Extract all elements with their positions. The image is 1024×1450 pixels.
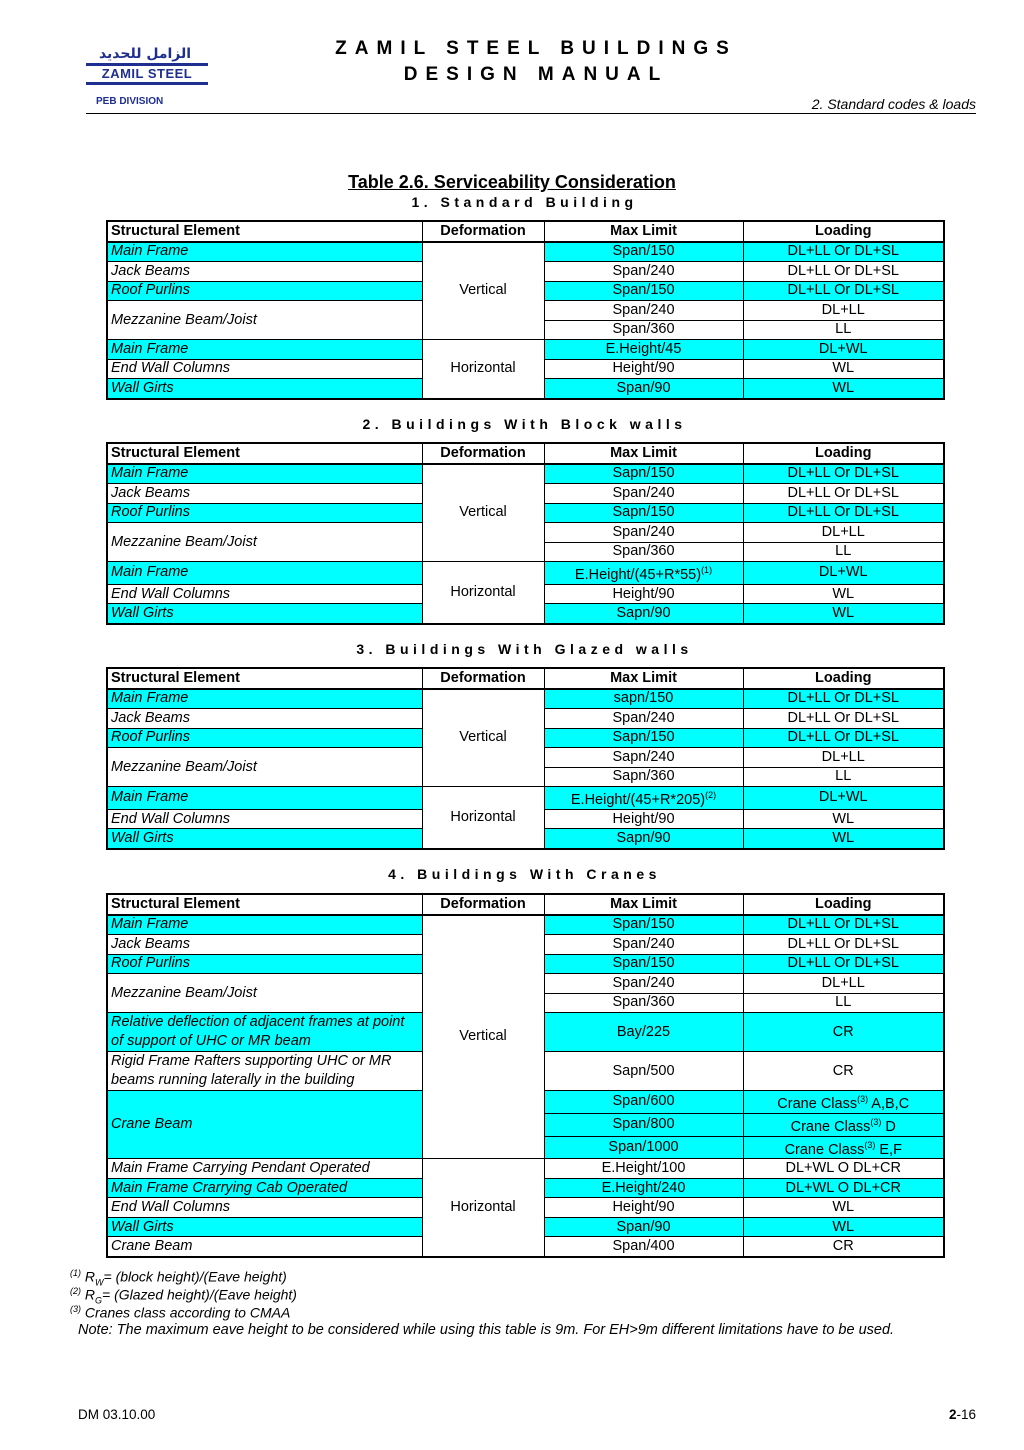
loading-cell: DL+LL Or DL+SL — [743, 954, 944, 974]
footnote-ref: (3) — [870, 1116, 882, 1127]
element-cell: Main Frame — [107, 915, 422, 935]
column-header: Max Limit — [544, 668, 743, 689]
limit-cell: Height/90 — [544, 809, 743, 829]
loading-cell: DL+LL — [743, 974, 944, 994]
element-cell: End Wall Columns — [107, 1198, 422, 1218]
element-cell: Wall Girts — [107, 379, 422, 399]
header-divider — [86, 113, 976, 114]
limit-cell: Sapn/150 — [544, 503, 743, 523]
element-cell: Main Frame — [107, 242, 422, 262]
element-cell: Roof Purlins — [107, 281, 422, 301]
footnote-mark: (3) — [70, 1304, 81, 1314]
element-cell: End Wall Columns — [107, 359, 422, 379]
loading-cell: DL+LL Or DL+SL — [743, 484, 944, 504]
deformation-cell: Vertical — [422, 915, 544, 1159]
limit-text: E.Height/(45+R*55) — [574, 566, 702, 583]
column-header: Structural Element — [107, 894, 422, 915]
section-heading: 4. Buildings With Cranes — [388, 866, 661, 882]
limit-cell: E.Height/45 — [544, 340, 743, 360]
element-cell: Wall Girts — [107, 604, 422, 624]
limit-cell: Bay/225 — [544, 1013, 743, 1052]
limit-cell: Span/90 — [544, 1217, 743, 1237]
loading-cell: DL+WL — [743, 787, 944, 810]
limit-cell: Span/240 — [544, 974, 743, 994]
loading-class: E,F — [875, 1141, 902, 1158]
element-cell: Mezzanine Beam/Joist — [107, 301, 422, 340]
page-index: -16 — [956, 1407, 976, 1422]
element-cell: Main Frame — [107, 562, 422, 585]
table-header-row — [107, 668, 944, 689]
table-header-row — [107, 221, 944, 242]
loading-cell: WL — [743, 1217, 944, 1237]
column-header: Structural Element — [107, 221, 422, 242]
element-cell: Wall Girts — [107, 1217, 422, 1237]
document-subtitle: DESIGN MANUAL — [403, 64, 669, 85]
footnote-subscript: W — [95, 1277, 104, 1288]
limit-cell: Span/600 — [544, 1091, 743, 1114]
footnote-ref: (3) — [864, 1139, 876, 1150]
table-row — [107, 1159, 944, 1179]
footnote-2 — [70, 1286, 297, 1305]
loading-cell: WL — [743, 379, 944, 399]
limit-cell: Span/240 — [544, 262, 743, 282]
element-cell: Jack Beams — [107, 935, 422, 955]
column-header: Loading — [743, 443, 944, 464]
loading-cell: DL+LL — [743, 523, 944, 543]
limit-cell: Span/150 — [544, 915, 743, 935]
limit-cell: Sapn/150 — [544, 464, 743, 484]
element-cell: End Wall Columns — [107, 584, 422, 604]
limit-cell: Sapn/90 — [544, 829, 743, 849]
table-header-row — [107, 894, 944, 915]
limit-cell: Span/400 — [544, 1237, 743, 1257]
element-cell: Crane Beam — [107, 1237, 422, 1257]
table-title: Table 2.6. Serviceability Consideration — [348, 172, 676, 192]
element-cell: Main Frame — [107, 787, 422, 810]
footnote-3 — [70, 1304, 290, 1321]
element-cell: Jack Beams — [107, 262, 422, 282]
element-cell: Crane Beam — [107, 1091, 422, 1159]
limit-cell: Span/240 — [544, 301, 743, 321]
loading-cell: WL — [743, 359, 944, 379]
limit-cell: Span/1000 — [544, 1136, 743, 1159]
document-code: DM 03.10.00 — [78, 1407, 156, 1422]
footnote-ref: (1) — [701, 565, 713, 575]
footnote-text: = (Glazed height)/(Eave height) — [102, 1286, 297, 1303]
column-header: Max Limit — [544, 221, 743, 242]
limit-cell: Span/240 — [544, 709, 743, 729]
loading-cell: CR — [743, 1052, 944, 1091]
loading-cell: LL — [743, 320, 944, 340]
deformation-cell: Horizontal — [422, 1159, 544, 1257]
loading-cell: WL — [743, 584, 944, 604]
limit-cell: Sapn/90 — [544, 604, 743, 624]
limit-cell: Span/150 — [544, 242, 743, 262]
logo-text: ZAMIL STEEL — [101, 66, 193, 81]
element-cell: Roof Purlins — [107, 728, 422, 748]
section-heading: 3. Buildings With Glazed walls — [356, 641, 693, 657]
column-header: Max Limit — [544, 443, 743, 464]
column-header: Loading — [743, 221, 944, 242]
division-label: PEB DIVISION — [96, 96, 164, 107]
column-header: Deformation — [422, 668, 544, 689]
table-row — [107, 242, 944, 262]
column-header: Structural Element — [107, 443, 422, 464]
loading-cell: CR — [743, 1237, 944, 1257]
limit-cell: E.Height/100 — [544, 1159, 743, 1179]
table-row — [107, 689, 944, 709]
column-header: Deformation — [422, 221, 544, 242]
table-row — [107, 787, 944, 810]
loading-cell: DL+LL Or DL+SL — [743, 709, 944, 729]
element-cell: Rigid Frame Rafters supporting UHC or MR beams running laterally in the building — [107, 1052, 422, 1091]
loading-cell: DL+LL Or DL+SL — [743, 281, 944, 301]
section-label: 2. Standard codes & loads — [811, 96, 976, 112]
loading-cell: DL+WL — [743, 340, 944, 360]
limit-cell: Span/360 — [544, 542, 743, 562]
footnote-text: Cranes class according to CMAA — [84, 1304, 291, 1321]
limit-cell: Height/90 — [544, 584, 743, 604]
limit-cell: Height/90 — [544, 1198, 743, 1218]
loading-cell: DL+LL Or DL+SL — [743, 242, 944, 262]
loading-cell: DL+WL O DL+CR — [743, 1178, 944, 1198]
footnote-symbol: R — [84, 1286, 96, 1303]
loading-cell: DL+LL Or DL+SL — [743, 728, 944, 748]
table-row — [107, 562, 944, 585]
deformation-cell: Horizontal — [422, 340, 544, 399]
page-number — [949, 1407, 976, 1422]
column-header: Structural Element — [107, 668, 422, 689]
loading-cell — [743, 1136, 944, 1159]
limit-cell: Height/90 — [544, 359, 743, 379]
logo-arabic-text: الزامل للحديد — [98, 46, 192, 62]
element-cell: Main Frame — [107, 464, 422, 484]
loading-cell: DL+LL Or DL+SL — [743, 262, 944, 282]
element-cell: Roof Purlins — [107, 954, 422, 974]
loading-cell: CR — [743, 1013, 944, 1052]
limit-cell — [544, 562, 743, 585]
limit-cell: sapn/150 — [544, 689, 743, 709]
element-cell: Main Frame Crarrying Cab Operated — [107, 1178, 422, 1198]
loading-cell: DL+WL — [743, 562, 944, 585]
limit-cell: Span/90 — [544, 379, 743, 399]
column-header: Deformation — [422, 443, 544, 464]
loading-cell — [743, 1113, 944, 1136]
element-cell: Wall Girts — [107, 829, 422, 849]
serviceability-table-glazed-walls — [106, 667, 945, 850]
footnote-text: = (block height)/(Eave height) — [103, 1268, 287, 1285]
element-cell: End Wall Columns — [107, 809, 422, 829]
limit-cell: Span/150 — [544, 281, 743, 301]
table-row — [107, 340, 944, 360]
footnote-ref: (3) — [857, 1094, 869, 1104]
loading-text: Crane Class — [790, 1118, 871, 1135]
table-header-row — [107, 443, 944, 464]
element-cell: Mezzanine Beam/Joist — [107, 523, 422, 562]
loading-cell: DL+LL Or DL+SL — [743, 935, 944, 955]
footnote-ref: (2) — [705, 790, 717, 800]
element-cell: Main Frame — [107, 689, 422, 709]
element-cell: Roof Purlins — [107, 503, 422, 523]
loading-cell: WL — [743, 1198, 944, 1218]
loading-cell: DL+WL O DL+CR — [743, 1159, 944, 1179]
limit-text: E.Height/(45+R*205) — [570, 791, 706, 808]
footnote-mark: (1) — [70, 1268, 81, 1278]
loading-cell: LL — [743, 993, 944, 1013]
table-row — [107, 464, 944, 484]
table-note: Note: The maximum eave height to be considered while using this table is 9m. For EH>9m different limitations have to be used. — [78, 1322, 895, 1338]
limit-cell: Span/240 — [544, 484, 743, 504]
serviceability-table-standard — [106, 220, 945, 400]
loading-class: A,B,C — [868, 1095, 910, 1112]
column-header: Loading — [743, 668, 944, 689]
element-cell: Relative deflection of adjacent frames at point of support of UHC or MR beam — [107, 1013, 422, 1052]
column-header: Max Limit — [544, 894, 743, 915]
loading-cell: DL+LL Or DL+SL — [743, 689, 944, 709]
deformation-cell: Horizontal — [422, 562, 544, 624]
element-cell: Main Frame — [107, 340, 422, 360]
limit-cell: Sapn/240 — [544, 748, 743, 768]
column-header: Deformation — [422, 894, 544, 915]
loading-cell: WL — [743, 829, 944, 849]
footnote-symbol: R — [84, 1268, 96, 1285]
loading-cell — [743, 1091, 944, 1114]
loading-cell: WL — [743, 604, 944, 624]
footnote-1 — [70, 1268, 287, 1287]
limit-cell — [544, 787, 743, 810]
loading-cell: DL+LL — [743, 301, 944, 321]
column-header: Loading — [743, 894, 944, 915]
loading-cell: LL — [743, 542, 944, 562]
element-cell: Main Frame Carrying Pendant Operated — [107, 1159, 422, 1179]
limit-cell: Span/240 — [544, 935, 743, 955]
deformation-cell: Vertical — [422, 464, 544, 562]
loading-text: Crane Class — [777, 1095, 858, 1112]
deformation-cell: Vertical — [422, 689, 544, 787]
limit-cell: E.Height/240 — [544, 1178, 743, 1198]
page-chapter: 2 — [948, 1407, 957, 1422]
element-cell: Jack Beams — [107, 709, 422, 729]
limit-cell: Span/360 — [544, 320, 743, 340]
section-heading: 1. Standard Building — [411, 194, 638, 210]
section-heading: 2. Buildings With Block walls — [362, 416, 687, 432]
limit-cell: Span/360 — [544, 993, 743, 1013]
limit-cell: Span/800 — [544, 1113, 743, 1136]
loading-cell: DL+LL Or DL+SL — [743, 464, 944, 484]
element-cell: Mezzanine Beam/Joist — [107, 748, 422, 787]
serviceability-table-block-walls — [106, 442, 945, 625]
footnote-mark: (2) — [70, 1286, 81, 1296]
serviceability-table-cranes — [106, 893, 945, 1258]
loading-cell: DL+LL — [743, 748, 944, 768]
limit-cell: Sapn/150 — [544, 728, 743, 748]
limit-cell: Sapn/500 — [544, 1052, 743, 1091]
limit-cell: Span/150 — [544, 954, 743, 974]
loading-class: D — [881, 1118, 896, 1135]
limit-cell: Span/240 — [544, 523, 743, 543]
loading-text: Crane Class — [784, 1141, 865, 1158]
table-row — [107, 915, 944, 935]
deformation-cell: Horizontal — [422, 787, 544, 849]
loading-cell: DL+LL Or DL+SL — [743, 915, 944, 935]
loading-cell: DL+LL Or DL+SL — [743, 503, 944, 523]
element-cell: Mezzanine Beam/Joist — [107, 974, 422, 1013]
loading-cell: LL — [743, 767, 944, 787]
footnote-subscript: G — [95, 1295, 103, 1306]
document-title: ZAMIL STEEL BUILDINGS — [335, 38, 737, 59]
element-cell: Jack Beams — [107, 484, 422, 504]
deformation-cell: Vertical — [422, 242, 544, 340]
limit-cell: Sapn/360 — [544, 767, 743, 787]
loading-cell: WL — [743, 809, 944, 829]
